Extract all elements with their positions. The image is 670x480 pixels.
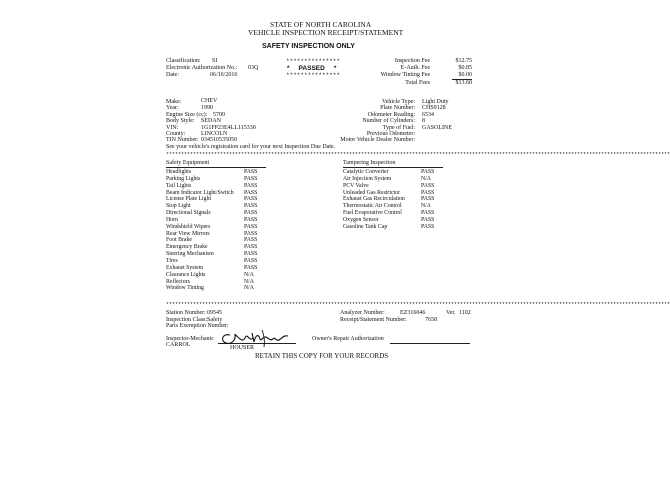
station-number-value: 09545 [207, 310, 222, 316]
plate-number-label: Plate Number: [380, 105, 415, 111]
owner-signature-line [390, 343, 470, 344]
eauth-value: 03Q [248, 65, 259, 71]
fuel-type-value: GASOLINE [422, 125, 452, 131]
status-badge: * PASSED * [287, 65, 337, 72]
result-value: PASS [244, 175, 258, 182]
result-value: PASS [244, 196, 258, 203]
result-value: PASS [421, 216, 435, 223]
tampering-items-list [343, 169, 423, 231]
result-value: PASS [244, 216, 258, 223]
list-item: Reflectors [166, 278, 190, 285]
tampering-heading-rule [343, 167, 443, 168]
result-value: N/A [421, 203, 431, 210]
fee-label: Window Tinting Fee [380, 72, 430, 78]
result-value: PASS [244, 237, 258, 244]
list-item: Stop Light [166, 203, 191, 210]
list-item: Exhaust Gas Recirculation [343, 196, 405, 203]
list-item: Thermostatic Air Control [343, 203, 402, 210]
station-number-label: Station Number: [166, 310, 206, 316]
fee-label: Inspection Fee [394, 58, 430, 64]
result-value: PASS [244, 223, 258, 230]
dealer-number-label: Motor Vehicle Dealer Number: [340, 137, 415, 143]
previous-odometer-label: Previous Odometer: [366, 131, 415, 137]
page-title: SAFETY INSPECTION ONLY [262, 43, 355, 50]
classification-value: SI [212, 58, 218, 64]
result-value: PASS [421, 196, 435, 203]
state-title: STATE OF NORTH CAROLINA [270, 20, 372, 29]
mechanic-last-name: HOUSER [230, 345, 255, 351]
result-value: PASS [244, 189, 258, 196]
classification-label: Classification: [166, 58, 201, 64]
result-value: PASS [421, 182, 435, 189]
list-item: Unleaded Gas Restrictor [343, 189, 400, 196]
vehicle-make-value: CHEV [201, 98, 218, 104]
list-item: Tail Lights [166, 182, 192, 189]
vehicle-tin-label: TIN Number: [166, 137, 199, 143]
star-separator-bottom: ************************************************************************************************************************************************************************ [166, 302, 670, 308]
tampering-heading: Tampering Inspection [343, 160, 396, 166]
list-item: Rear View Mirrors [166, 230, 210, 237]
fee-value: $12.75 [455, 58, 472, 64]
analyzer-number-label: Analyzer Number: [340, 310, 385, 316]
tampering-results-list [421, 169, 451, 231]
version-label: Ver. [446, 310, 456, 316]
owner-authorization-label: Owner's Repair Authorization [312, 336, 384, 342]
vehicle-make-label: Make: [166, 99, 182, 105]
list-item: PCV Valve [343, 182, 369, 189]
receipt-number-label: Receipt/Statement Number: [340, 317, 407, 323]
list-item: Windshield Wipers [166, 223, 211, 230]
result-value: PASS [421, 169, 435, 175]
list-item: Oxygen Sensor [343, 216, 379, 223]
list-item: Clearance Lights [166, 271, 206, 278]
result-value: PASS [244, 257, 258, 264]
result-value: PASS [244, 182, 258, 189]
vehicle-engine-value: 5700 [213, 112, 225, 118]
result-value: N/A [244, 285, 254, 292]
list-item: Air Injection System [343, 175, 392, 182]
odometer-value: 6534 [422, 112, 434, 118]
result-value: PASS [421, 210, 435, 217]
list-item: License Plate Light [166, 196, 212, 203]
fee-label: E-Auth. Fee [400, 65, 430, 71]
list-item: Foot Brake [166, 237, 192, 244]
vehicle-county-value: LINCOLN [201, 131, 228, 137]
list-item: Gasoline Tank Cap [343, 223, 388, 230]
star-separator: ************************************************************************************************************************************************************************ [166, 152, 670, 158]
version-value: 1102 [459, 310, 471, 316]
vehicle-county-label: County: [166, 131, 186, 137]
cylinders-value: 8 [422, 118, 425, 124]
list-item: Window Tinting [166, 285, 204, 292]
vehicle-type-value: Light Duty [422, 99, 449, 105]
cylinders-label: Number of Cylinders: [362, 118, 415, 124]
analyzer-number-value: EZ316046 [400, 310, 426, 316]
safety-heading-rule [166, 167, 266, 168]
vehicle-vin-label: VIN: [166, 125, 179, 131]
vehicle-body-value: SEDAN [201, 118, 222, 124]
receipt-subtitle: VEHICLE INSPECTION RECEIPT/STATEMENT [248, 28, 404, 37]
result-value: PASS [244, 210, 258, 217]
vehicle-year-value: 1990 [201, 105, 213, 111]
receipt-number-value: 7658 [425, 317, 437, 323]
parts-exemption-label: Parts Exemption Number: [166, 323, 229, 329]
result-value: PASS [244, 169, 258, 175]
list-item: Emergency Brake [166, 244, 208, 251]
odometer-label: Odometer Reading: [367, 112, 415, 118]
result-value: PASS [244, 264, 258, 271]
result-value: N/A [244, 271, 254, 278]
fuel-type-label: Type of Fuel: [382, 125, 415, 131]
safety-heading: Safety Equipment [166, 160, 210, 166]
vehicle-type-label: Vehicle Type: [382, 99, 415, 105]
list-item: Directional Signals [166, 210, 211, 217]
list-item: Horn [166, 216, 178, 223]
registration-note: See your vehicle's registration card for your next Inspection Due Date. [166, 144, 336, 150]
eauth-label: Electronic Authorization No.: [166, 65, 238, 71]
safety-results-list [244, 169, 274, 292]
inspection-class-value: Safety [207, 317, 223, 323]
fee-total-label: Total Fees [405, 80, 430, 86]
date-value: 06/16/2016 [210, 72, 238, 78]
result-value: PASS [421, 223, 435, 230]
list-item: Headlights [166, 169, 192, 175]
vehicle-body-label: Body Style: [166, 118, 195, 124]
list-item: Beam Indicator Light/Switch [166, 189, 234, 196]
list-item: Catalytic Converter [343, 169, 389, 175]
inspector-mechanic-label: Inspector-Mechanic [166, 336, 214, 342]
plate-number-value: CHS9128 [422, 105, 446, 111]
status-stars-top: *************** [286, 58, 341, 65]
result-value: PASS [244, 230, 258, 237]
date-label: Date: [166, 72, 179, 78]
result-value: N/A [244, 278, 254, 285]
result-value: PASS [244, 244, 258, 251]
fee-total-value: $13.60 [455, 80, 472, 86]
list-item: Fuel Evaporative Control [343, 210, 402, 217]
mechanic-first-name: CARROL [166, 342, 191, 348]
fee-value: $0.85 [458, 65, 472, 71]
vehicle-tin-value: 034510535050 [201, 137, 237, 143]
list-item: Parking Lights [166, 175, 201, 182]
inspection-class-label: Inspection Class: [166, 317, 208, 323]
retain-notice: RETAIN THIS COPY FOR YOUR RECORDS [255, 352, 389, 360]
result-value: PASS [244, 203, 258, 210]
vehicle-vin-value: 1G1FP23E4LL115330 [201, 125, 256, 131]
list-item: Steering Mechanism [166, 251, 214, 258]
vehicle-year-label: Year: [166, 105, 179, 111]
list-item: Exhaust System [166, 264, 204, 271]
result-value: PASS [421, 189, 435, 196]
result-value: N/A [421, 175, 431, 182]
result-value: PASS [244, 251, 258, 258]
fee-value: $0.00 [458, 72, 472, 78]
list-item: Tires [166, 257, 178, 264]
vehicle-engine-label: Engine Size (cc): [166, 112, 208, 118]
status-stars-bottom: *************** [286, 72, 341, 79]
